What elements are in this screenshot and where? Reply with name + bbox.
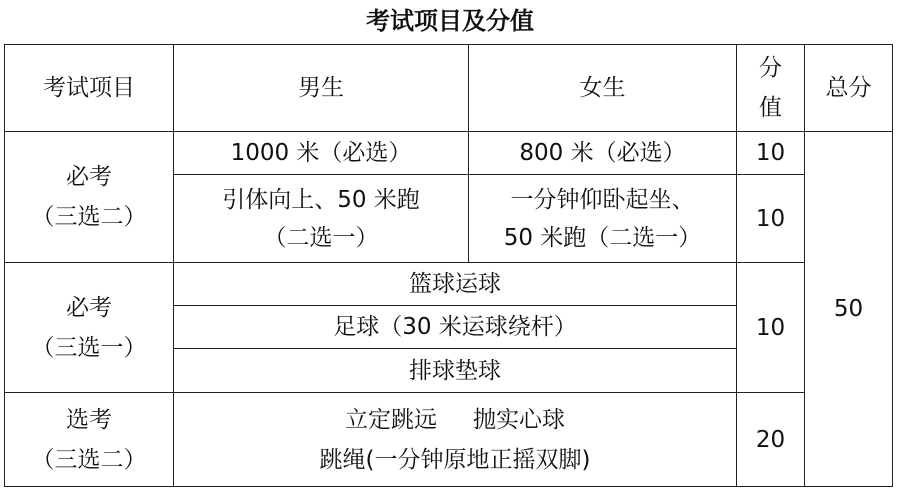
basketball-item: 篮球运球 <box>174 263 737 306</box>
male-run-cell: 1000 米（必选） <box>174 132 469 175</box>
points-cell: 10 <box>737 175 805 263</box>
jump-rope-item: 跳绳(一分钟原地正摇双脚) <box>319 446 591 473</box>
points-cell: 10 <box>737 132 805 175</box>
header-points <box>737 45 805 132</box>
group-label-line2: （三选二） <box>31 204 147 230</box>
header-row <box>5 45 893 132</box>
standing-long-jump-item: 立定跳远 <box>345 406 437 433</box>
female-choice-line2: 50 米跑（二选一） <box>503 224 702 251</box>
table-row <box>5 393 893 487</box>
group-label-required-two <box>5 132 174 263</box>
elective-items-line1 <box>178 400 732 440</box>
page-title: 考试项目及分值 <box>366 6 534 35</box>
elective-items-cell <box>174 393 737 487</box>
header-male: 男生 <box>174 45 469 132</box>
table-row <box>5 263 893 306</box>
header-points-line2: 值 <box>759 95 782 121</box>
header-total: 总分 <box>805 45 893 132</box>
male-choice-line1: 引体向上、50 米跑 <box>222 186 420 213</box>
group-label-elective <box>5 393 174 487</box>
header-female: 女生 <box>469 45 737 132</box>
female-run-cell: 800 米（必选） <box>469 132 737 175</box>
group-label-required-one <box>5 263 174 393</box>
points-cell: 20 <box>737 393 805 487</box>
male-choice-line2: （二选一） <box>263 224 379 251</box>
table-row <box>5 132 893 175</box>
group-label-line2: （三选一） <box>31 334 147 361</box>
group-label-line1: 选考 <box>66 406 112 433</box>
female-choice-cell <box>469 175 737 263</box>
group-label-line1: 必考 <box>66 164 112 190</box>
group-label-line2: （三选二） <box>31 446 147 473</box>
group-label-line1: 必考 <box>66 294 112 321</box>
score-table <box>4 44 893 487</box>
volleyball-item: 排球垫球 <box>174 349 737 393</box>
female-choice-line1: 一分钟仰卧起坐、 <box>510 186 695 213</box>
male-choice-cell <box>174 175 469 263</box>
football-item: 足球（30 米运球绕杆） <box>174 306 737 349</box>
medicine-ball-throw-item: 抛实心球 <box>473 406 565 433</box>
points-cell: 10 <box>737 263 805 393</box>
total-score-cell: 50 <box>805 132 893 487</box>
header-item: 考试项目 <box>5 45 174 132</box>
header-points-line1: 分 <box>759 55 782 81</box>
